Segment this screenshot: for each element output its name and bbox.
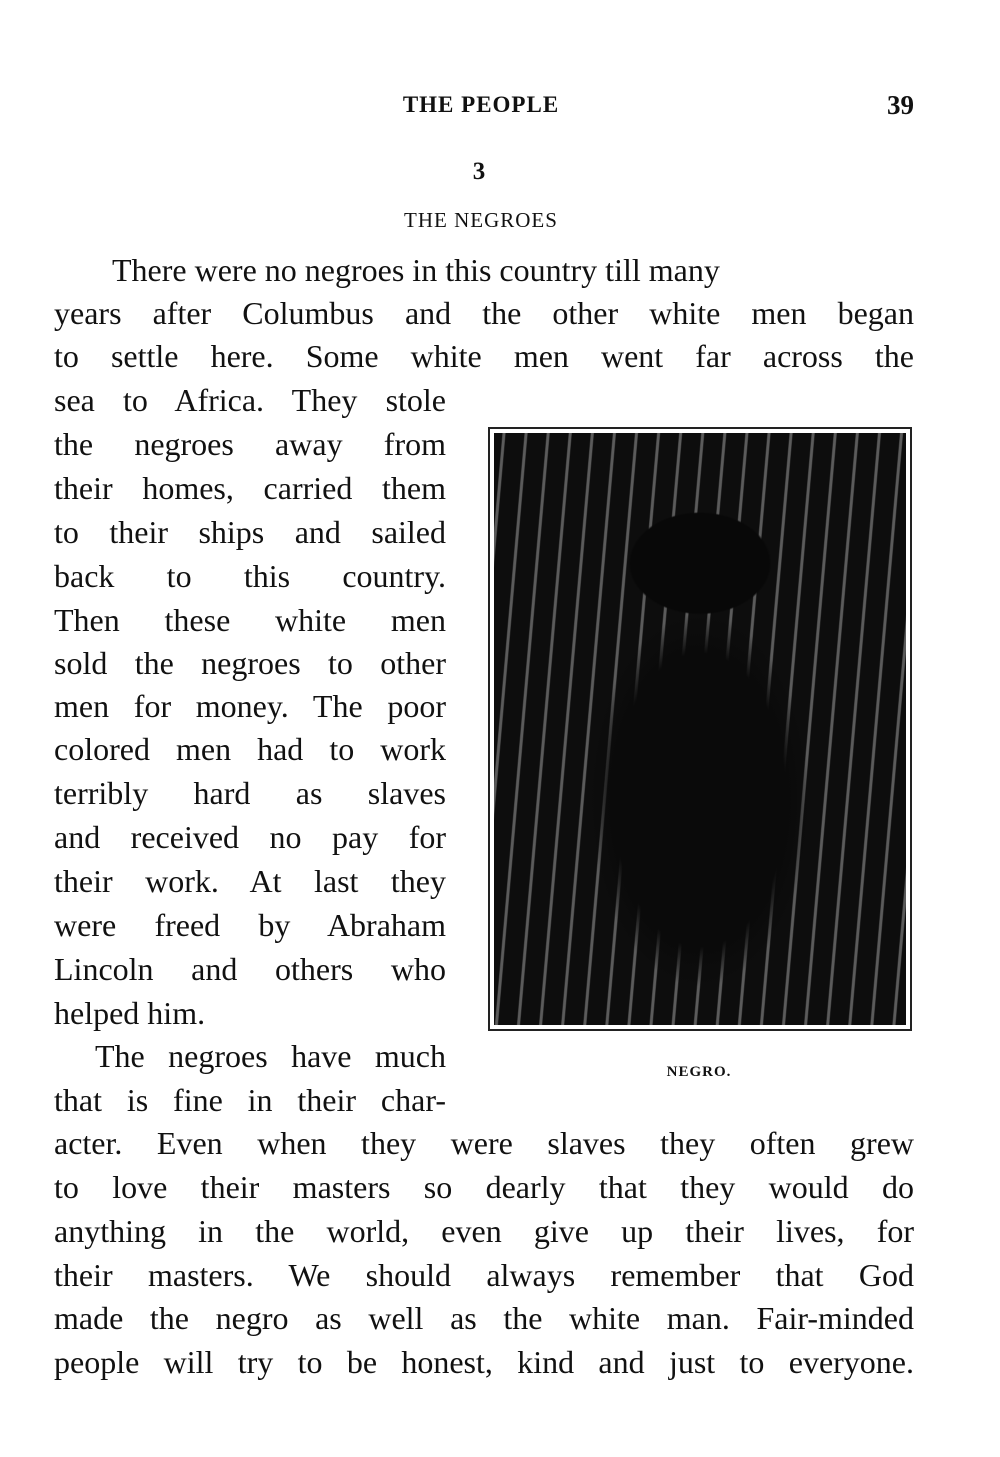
text-line: Lincoln and others who [54, 951, 446, 987]
text-line: acter. Even when they were slaves they often grew [54, 1125, 914, 1161]
text-line: and received no pay for [54, 819, 446, 855]
portrait-photo-frame [488, 427, 912, 1031]
text-line: that is fine in their char- [54, 1082, 446, 1118]
text-line: men for money. The poor [54, 688, 446, 724]
text-line: the negroes away from [54, 426, 446, 462]
section-number: 3 [472, 158, 486, 185]
running-head [0, 92, 1000, 122]
section-title: THE NEGROES [404, 208, 558, 232]
portrait-photo [494, 433, 906, 1025]
text-line: their work. At last they [54, 863, 446, 899]
text-line: The negroes have much [95, 1038, 446, 1074]
text-line: There were no negroes in this country till many [112, 252, 720, 288]
text-line: back to this country. [54, 558, 446, 594]
page-number: 39 [887, 90, 914, 120]
text-line: sea to Africa. They stole [54, 382, 446, 418]
text-line: colored men had to work [54, 731, 446, 767]
text-line: were freed by Abraham [54, 907, 446, 943]
text-line: Then these white men [54, 602, 446, 638]
text-line: helped him. [54, 995, 206, 1031]
text-line: sold the negroes to other [54, 645, 446, 681]
text-line: people will try to be honest, kind and just to everyone. [54, 1344, 914, 1380]
text-line: to settle here. Some white men went far across the [54, 338, 914, 374]
text-line: terribly hard as slaves [54, 775, 446, 811]
running-title: THE PEOPLE [402, 92, 560, 117]
text-line: their homes, carried them [54, 470, 446, 506]
text-line: made the negro as well as the white man. Fair-minded [54, 1300, 914, 1336]
text-line: to their ships and sailed [54, 514, 446, 550]
text-line: their masters. We should always remember that God [54, 1257, 914, 1293]
text-line: years after Columbus and the other white men began [54, 295, 914, 331]
figure-caption: NEGRO. [666, 1064, 732, 1080]
text-line: to love their masters so dearly that they would do [54, 1169, 914, 1205]
text-line: anything in the world, even give up their lives, for [54, 1213, 914, 1249]
